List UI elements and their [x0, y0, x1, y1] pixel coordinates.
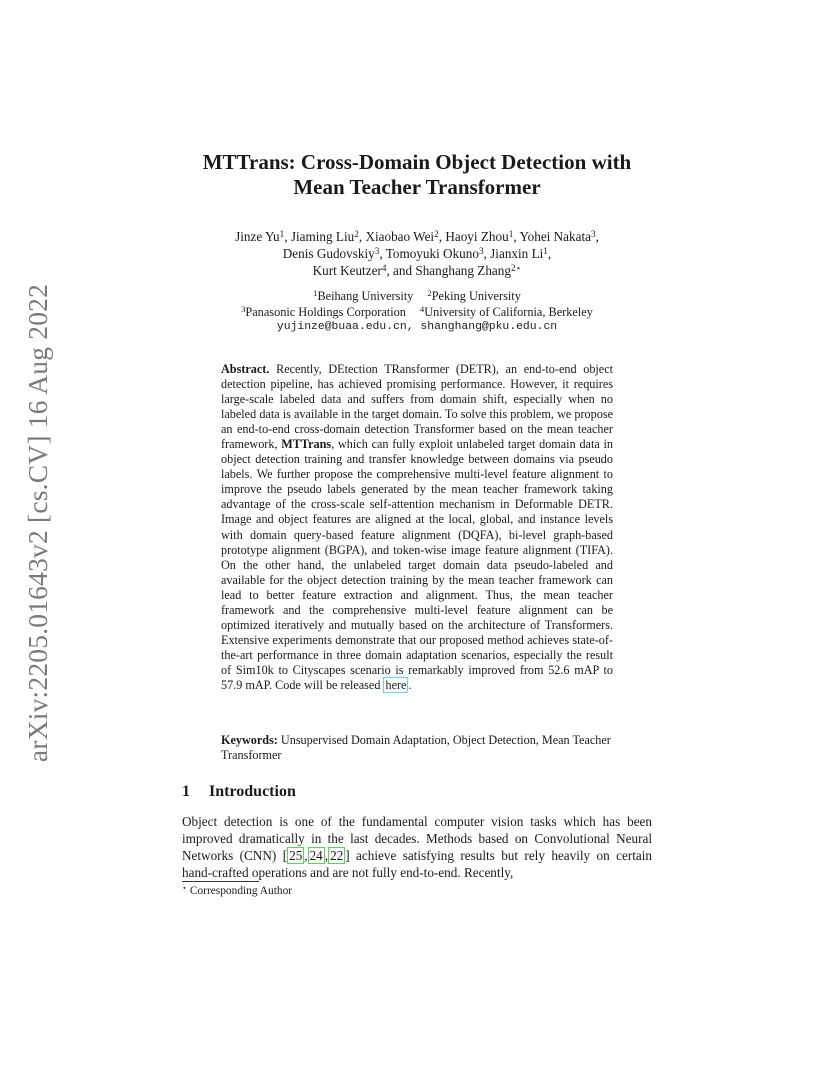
author-emails: yujinze@buaa.edu.cn, shanghang@pku.edu.cn [276, 321, 558, 333]
section-title: Introduction [209, 783, 296, 800]
abstract-text: Recently, DEtection TRansformer (DETR), an end-to-end object detection pipeline, has achieved promising performance. However, it requires large-scale labeled data and suffers from domain shift, especially when no labeled data is available in the target domain. To solve this problem, we propose an end-to-end cross-domain detection Transformer based on the mean teacher framework, [221, 362, 614, 452]
author-affil-mark: 1 [508, 228, 514, 239]
affil-line-2 [150, 305, 684, 321]
citation-link[interactable]: 22 [330, 848, 344, 863]
abstract [221, 362, 613, 693]
intro-paragraph [182, 813, 652, 881]
abstract-period: . [408, 677, 412, 692]
author-affil-mark: 4 [381, 262, 387, 273]
title-line-2: Mean Teacher Transformer [293, 175, 541, 199]
paper-title [150, 150, 684, 200]
author: Tomoyuki Okuno [385, 246, 479, 261]
author: Jinze Yu [235, 229, 280, 244]
keywords [221, 733, 613, 763]
author-affil-mark: 3 [590, 228, 596, 239]
footnote [182, 885, 292, 897]
author-line-1: Jinze Yu$^1$, Jiaming Liu$^2$, Xiaobao Wei$^2$, Haoyi Zhou$^1$, Yohei Nakata$^3$, [235, 228, 599, 244]
author-affil-mark: 2 [354, 228, 359, 239]
arxiv-id: arXiv:2205.01643v2 [cs.CV] 16 Aug 2022 [22, 283, 53, 762]
footnote-rule [182, 881, 259, 882]
author-line-2: Denis Gudovskiy$^3$, Tomoyuki Okuno$^3$, Jianxin Li$^1$, [282, 245, 552, 261]
title-line-1: MTTrans: Cross-Domain Object Detection with [202, 150, 632, 174]
citation-link[interactable]: 25 [289, 848, 303, 863]
arxiv-stamp [18, 285, 58, 760]
affiliation: Panasonic Holdings Corporation [245, 304, 406, 319]
author: Xiaobao Wei [365, 229, 435, 244]
author-list [150, 228, 684, 279]
author-affil-mark: 1 [279, 228, 285, 239]
intro-text: achieve satisfying results but rely heavily on certain hand-crafted operations and are not fully end-to-end. Recently, [182, 848, 652, 880]
author: Jiaming Liu [290, 229, 355, 244]
affil-line-1 [150, 289, 684, 305]
abstract-text: , which can fully exploit unlabeled target domain data in object detection training and transfer knowledge between domains via pseudo labels. We further propose the comprehensive multi-level feature alignment to improve the pseudo labels generated by the mean teacher framework taking advantage of the cross-scale self-attention mechanism in Deformable DETR. Image and object features are aligned at the local, global, and instance levels with domain query-based feature alignment (DQFA), bi-level graph-based prototype alignment (BGPA), and token-wise image feature alignment (TIFA). On the other hand, the unlabeled target domain data pseudo-labeled and available for the object detection training by the mean teacher framework can lead to better feature extraction and alignment. Thus, the mean teacher framework and the comprehensive multi-level feature alignment can be optimized iteratively and mutually based on the architecture of Transformers. Extensive experiments demonstrate that our proposed method achieves state-of-the-art performance in three domain adaptation scenarios, especially the result of Sim10k to Cityscapes scenario is remarkably improved from 52.6 mAP to 57.9 mAP. Code will be released [221, 437, 613, 692]
footnote-text: Corresponding Author [189, 885, 293, 897]
affiliations [150, 289, 684, 336]
author-line-3: Kurt Keutzer$^4$, and Shanghang Zhang$^{2⋆}$ [312, 262, 522, 278]
intro-text: Object detection is one of the fundamental computer vision tasks which has been improved dramatically in the last decades. Methods based on Convolutional Neural Networks (CNN) [182, 814, 652, 863]
affil-mark: 2 [427, 288, 432, 299]
footnote-mark: ⋆ [182, 883, 187, 893]
author-affil-mark: 2 [434, 228, 439, 239]
affiliation: Beihang University [317, 289, 414, 303]
code-link[interactable]: here [385, 677, 407, 692]
author: Shanghang Zhang [415, 263, 511, 278]
author: Kurt Keutzer [312, 263, 382, 278]
keywords-text: Unsupervised Domain Adaptation, Object Detection, Mean Teacher Transformer [221, 733, 611, 763]
author: Jianxin Li [490, 246, 544, 261]
author: Denis Gudovskiy [282, 246, 375, 261]
author-affil-mark: 3 [478, 245, 484, 256]
citation-bracket: ] [345, 848, 350, 863]
author: Yohei Nakata [519, 229, 591, 244]
affiliation: University of California, Berkeley [424, 304, 593, 319]
author-affil-mark: 2⋆ [510, 262, 522, 273]
citation-bracket: [ [282, 848, 288, 863]
affil-mark: 1 [313, 288, 318, 299]
section-number: 1 [182, 783, 190, 800]
affiliation: Peking University [431, 289, 521, 303]
author-affil-mark: 1 [543, 245, 548, 256]
affil-mark: 3 [241, 303, 246, 314]
author: Haoyi Zhou [445, 229, 509, 244]
abstract-label: Abstract. [221, 362, 270, 376]
keywords-label: Keywords: [221, 733, 278, 747]
author-affil-mark: 3 [374, 245, 380, 256]
citation-separator: , [324, 848, 329, 863]
citation-link[interactable]: 24 [309, 848, 323, 863]
method-name: MTTrans [281, 437, 332, 452]
affil-mark: 4 [419, 303, 425, 314]
citation-separator: , [304, 848, 308, 863]
section-heading [182, 783, 296, 801]
